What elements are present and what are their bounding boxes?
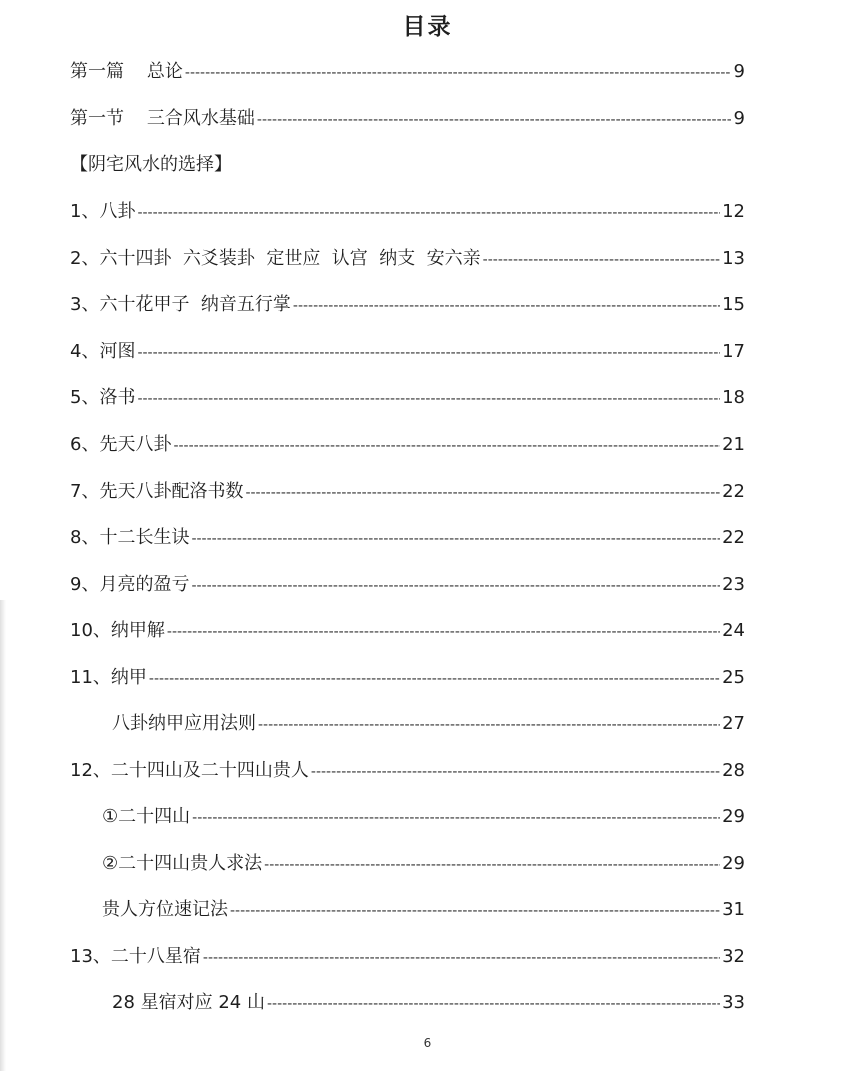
toc-entry-part1[interactable] xyxy=(70,58,745,86)
toc-entry-13-sub[interactable] xyxy=(112,989,745,1017)
toc-entry-page: 15 xyxy=(722,294,745,315)
leader-dots xyxy=(191,524,720,553)
toc-entry-1[interactable] xyxy=(70,198,745,226)
leader-dots xyxy=(167,617,720,646)
leader-dots xyxy=(264,850,720,879)
section-heading: 【阴宅风水的选择】 xyxy=(70,154,232,175)
leader-dots xyxy=(191,571,720,600)
toc-entry-label: 8、十二长生诀 xyxy=(70,527,190,548)
toc-entry-label: 3、六十花甲子 纳音五行掌 xyxy=(70,294,291,315)
toc-entry-page: 29 xyxy=(722,806,745,827)
toc-entry-12-sub1[interactable] xyxy=(102,803,745,831)
toc-entry-page: 9 xyxy=(733,61,745,82)
toc-entry-8[interactable] xyxy=(70,524,745,552)
leader-dots xyxy=(245,478,720,507)
toc-entry-label: 八卦纳甲应用法则 xyxy=(112,713,256,734)
toc-entry-label: 10、纳甲解 xyxy=(70,620,165,641)
page-number-footer: 6 xyxy=(423,1036,432,1050)
toc-entry-label: ①二十四山 xyxy=(102,806,191,827)
toc-entry-12-sub3[interactable] xyxy=(102,896,745,924)
toc-entry-12[interactable] xyxy=(70,757,745,785)
toc-entry-page: 21 xyxy=(722,434,745,455)
toc-entry-11[interactable] xyxy=(70,664,745,692)
leader-dots xyxy=(257,105,731,134)
leader-dots xyxy=(311,757,720,786)
toc-entry-label: 6、先天八卦 xyxy=(70,434,172,455)
toc-entry-label: 11、纳甲 xyxy=(70,667,147,688)
toc-entry-label: ②二十四山贵人求法 xyxy=(102,853,263,874)
leader-dots xyxy=(173,431,720,460)
toc-entry-label: 9、月亮的盈亏 xyxy=(70,574,190,595)
toc-entry-page: 17 xyxy=(722,341,745,362)
leader-dots xyxy=(137,384,720,413)
toc-entry-section1[interactable] xyxy=(70,105,745,133)
toc-entry-label: 5、洛书 xyxy=(70,387,136,408)
toc-entry-7[interactable] xyxy=(70,478,745,506)
toc-entry-12-sub2[interactable] xyxy=(102,850,745,878)
leader-dots xyxy=(192,803,720,832)
toc-entry-page: 22 xyxy=(722,527,745,548)
leader-dots xyxy=(137,198,720,227)
toc-entry-label: 28 星宿对应 24 山 xyxy=(112,992,265,1013)
leader-dots xyxy=(203,943,720,972)
toc-entry-6[interactable] xyxy=(70,431,745,459)
toc-entry-label: 1、八卦 xyxy=(70,201,136,222)
leader-dots xyxy=(185,58,731,87)
leader-dots xyxy=(230,896,720,925)
toc-entry-page: 9 xyxy=(733,108,745,129)
leader-dots xyxy=(258,710,720,739)
toc-entry-page: 22 xyxy=(722,481,745,502)
leader-dots xyxy=(267,989,720,1018)
toc-entry-page: 29 xyxy=(722,853,745,874)
toc-entry-2[interactable] xyxy=(70,245,745,273)
toc-entry-page: 25 xyxy=(722,667,745,688)
toc-entry-page: 27 xyxy=(722,713,745,734)
toc-entry-label: 第一篇 总论 xyxy=(70,61,183,82)
toc-entry-3[interactable] xyxy=(70,291,745,319)
leader-dots xyxy=(483,245,720,274)
toc-entry-label: 4、河图 xyxy=(70,341,136,362)
toc-entry-9[interactable] xyxy=(70,571,745,599)
toc-entry-page: 33 xyxy=(722,992,745,1013)
toc-entry-label: 第一节 三合风水基础 xyxy=(70,108,255,129)
toc-entry-5[interactable] xyxy=(70,384,745,412)
toc-entry-10[interactable] xyxy=(70,617,745,645)
toc-entry-13[interactable] xyxy=(70,943,745,971)
toc-entry-page: 18 xyxy=(722,387,745,408)
leader-dots xyxy=(137,338,720,367)
toc-entry-page: 32 xyxy=(722,946,745,967)
toc-entry-page: 28 xyxy=(722,760,745,781)
toc-entry-page: 31 xyxy=(722,899,745,920)
toc-entry-label: 2、六十四卦 六爻装卦 定世应 认宫 纳支 安六亲 xyxy=(70,248,481,269)
toc-entry-11-sub[interactable] xyxy=(112,710,745,738)
toc-entry-label: 7、先天八卦配洛书数 xyxy=(70,481,244,502)
toc-entry-4[interactable] xyxy=(70,338,745,366)
toc-entry-label: 13、二十八星宿 xyxy=(70,946,201,967)
toc-title: 目录 xyxy=(402,14,453,40)
toc-entry-page: 12 xyxy=(722,201,745,222)
toc-entry-page: 13 xyxy=(722,248,745,269)
toc-entry-label: 贵人方位速记法 xyxy=(102,899,228,920)
toc-entry-page: 24 xyxy=(722,620,745,641)
toc-entry-label: 12、二十四山及二十四山贵人 xyxy=(70,760,309,781)
toc-entry-page: 23 xyxy=(722,574,745,595)
leader-dots xyxy=(293,291,720,320)
leader-dots xyxy=(149,664,720,693)
